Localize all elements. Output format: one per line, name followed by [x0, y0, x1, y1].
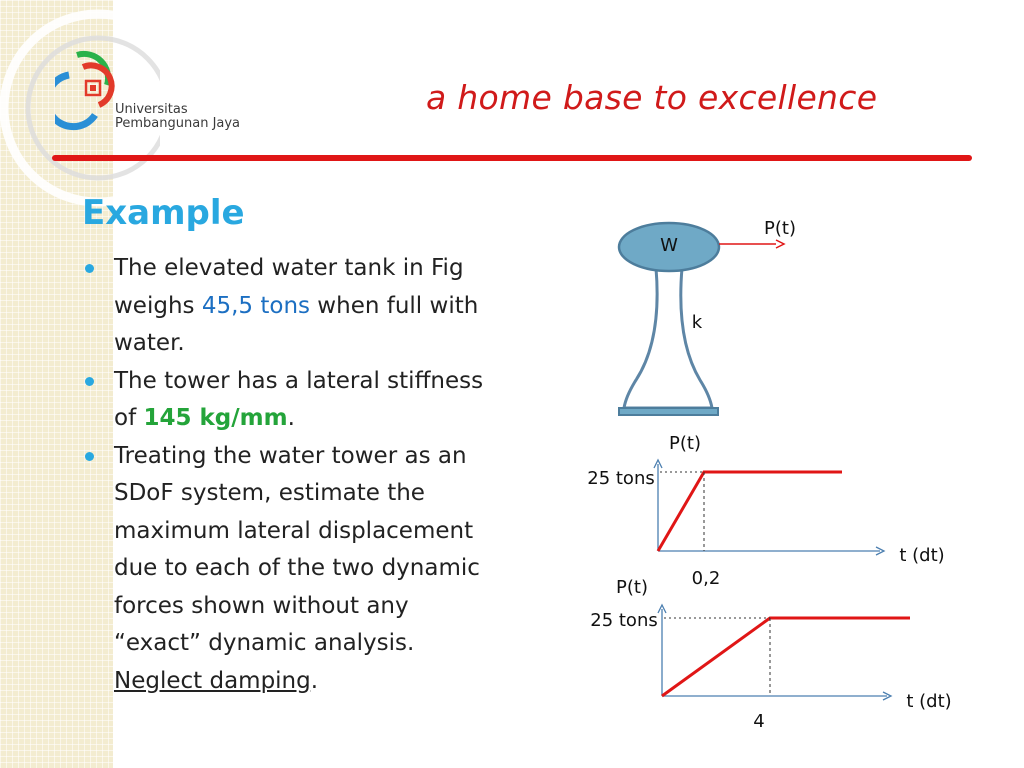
slide-heading: Example	[82, 193, 245, 233]
bullet-2-line-2c: .	[287, 405, 295, 431]
graph-2-ramp-end-label: 4	[753, 711, 765, 732]
graph-2-load-curve	[662, 618, 910, 696]
force-arrow-head	[776, 240, 784, 248]
tower-shaft	[624, 268, 712, 408]
bullet-1-line-1: The elevated water tank in Fig	[114, 255, 464, 281]
stiffness-label: k	[691, 312, 703, 333]
graph-2-value-label: 25 tons	[590, 610, 658, 631]
graph-2-xlabel: t (dt)	[906, 691, 952, 712]
load-graph-2	[590, 577, 951, 732]
graph-1-xlabel: t (dt)	[899, 545, 945, 566]
load-graph-1	[587, 433, 944, 589]
bullet-3-line-6: “exact” dynamic analysis.	[114, 630, 415, 656]
weight-value: 45,5 tons	[201, 292, 310, 319]
graph-1-value-label: 25 tons	[587, 468, 655, 489]
bullet-3-line-7a: Neglect damping	[114, 667, 311, 694]
logo-line-1: Universitas	[115, 102, 188, 117]
bullet-1-line-2c: when full with	[310, 292, 479, 319]
tower-base	[619, 408, 718, 415]
logo-line-2: Pembangunan Jaya	[115, 116, 241, 131]
bullet-1-line-2a: weighs	[114, 292, 202, 319]
force-label: P(t)	[764, 218, 796, 239]
graph-1-ylabel: P(t)	[669, 433, 701, 454]
bullet-2-line-1: The tower has a lateral stiffness	[114, 367, 484, 394]
bullet-3-line-1: Treating the water tower as an	[114, 442, 467, 469]
bullet-3-line-4: due to each of the two dynamic	[114, 555, 480, 581]
graph-2-ylabel: P(t)	[616, 577, 648, 598]
bullet-3-line-2: SDoF system, estimate the	[114, 480, 425, 506]
bullet-3-line-7b: .	[310, 667, 319, 694]
bullet-3-line-5: forces shown without any	[114, 592, 409, 619]
water-tower-diagram	[619, 218, 796, 415]
bullet-3-line-3: maximum lateral displacement	[114, 517, 474, 544]
graph-1-load-curve	[658, 472, 842, 551]
stiffness-value: 145 kg/mm	[143, 405, 288, 431]
tank-weight-label: W	[660, 235, 678, 256]
tagline: a home base to excellence	[426, 78, 878, 117]
bullet-2-line-2a: of	[114, 405, 144, 431]
graph-1-ramp-end-label: 0,2	[691, 568, 721, 589]
bullet-1-line-3: water.	[114, 330, 185, 356]
